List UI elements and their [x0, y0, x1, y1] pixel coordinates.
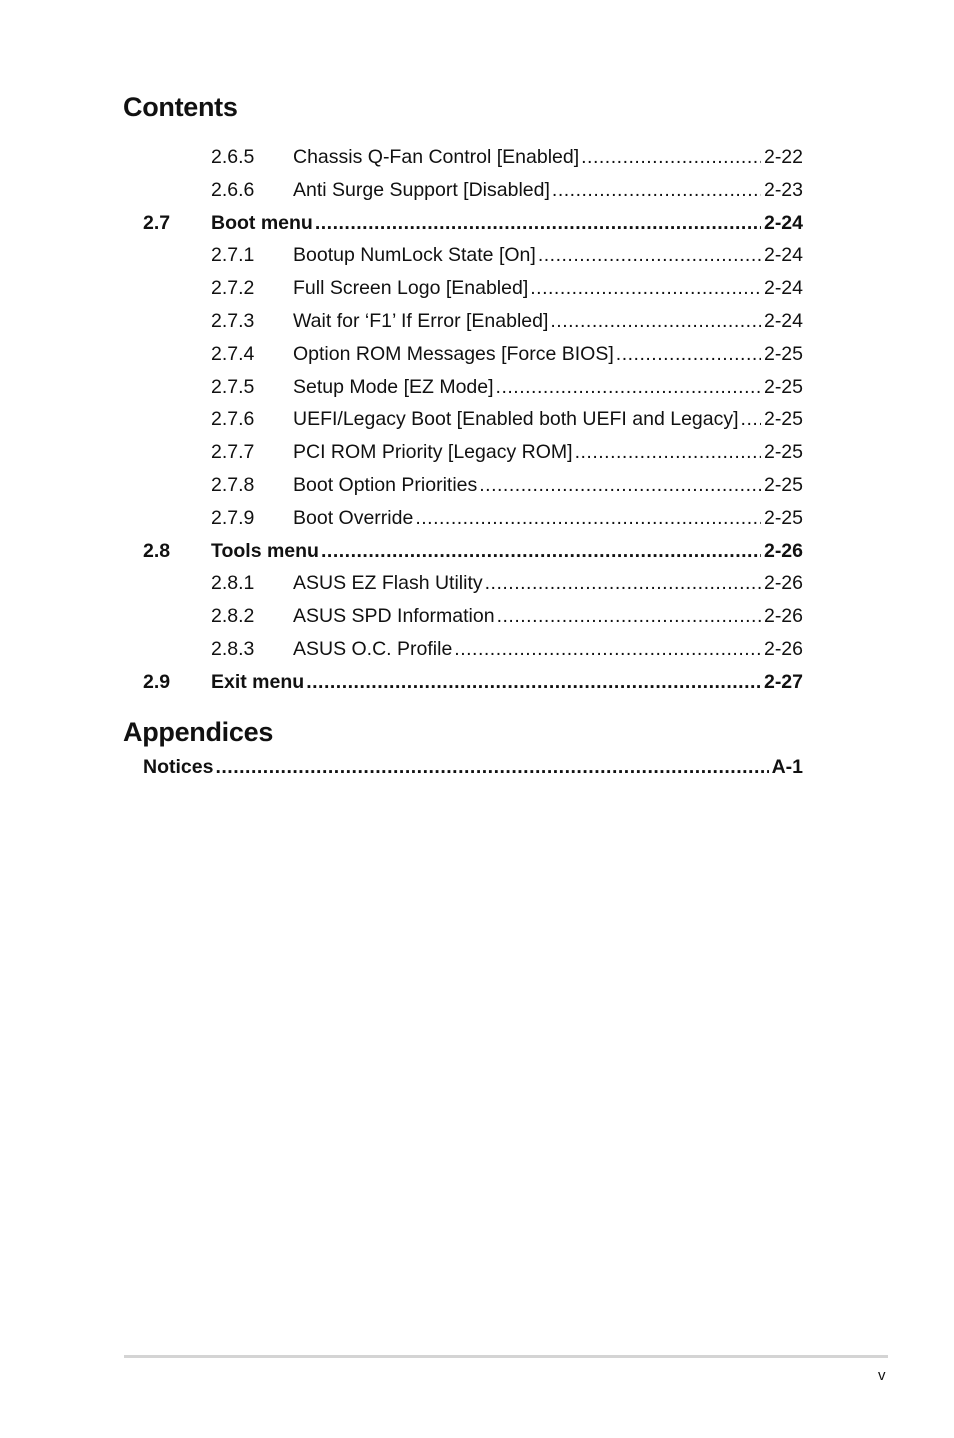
toc-entry-title: Boot menu: [211, 211, 313, 234]
dot-leader: [552, 174, 761, 207]
toc-entry-2-7-3[interactable]: [0, 305, 954, 338]
toc-entry-page: 2-25: [763, 441, 803, 464]
toc-entry-title: Boot Override: [293, 506, 414, 529]
toc-entry-title: ASUS O.C. Profile: [293, 637, 453, 660]
toc-entry-2-7-8[interactable]: [0, 469, 954, 502]
toc-entry-number: 2.7.6: [211, 408, 255, 431]
toc-entry-2-7-6[interactable]: [0, 403, 954, 436]
dot-leader: [741, 403, 761, 436]
toc-entry-2-7-9[interactable]: [0, 502, 954, 535]
dot-leader: [315, 207, 761, 240]
toc-entry-2-7-2[interactable]: [0, 272, 954, 305]
toc-entry-title: Tools menu: [211, 539, 319, 562]
appendices-heading: Appendices: [123, 717, 274, 747]
toc-entry-title: Setup Mode [EZ Mode]: [293, 375, 494, 398]
contents-heading: Contents: [123, 92, 238, 122]
page-number: v: [878, 1367, 886, 1384]
toc-entry-title: Notices: [143, 756, 214, 778]
toc-entry-title: Bootup NumLock State [On]: [293, 244, 536, 267]
toc-entry-page: 2-24: [763, 211, 803, 234]
toc-entry-page: 2-22: [763, 146, 803, 168]
toc-entry-title: PCI ROM Priority [Legacy ROM]: [293, 441, 573, 464]
toc-entry-number: 2.7.7: [211, 441, 255, 464]
toc-entry-title: Chassis Q-Fan Control [Enabled]: [293, 146, 580, 168]
dot-leader: [321, 535, 761, 568]
footer-divider: [124, 1355, 888, 1358]
dot-leader: [485, 567, 761, 600]
toc-entry-number: 2.7.9: [211, 506, 255, 529]
toc-section-2-7[interactable]: [0, 207, 954, 240]
toc-entry-page: 2-26: [763, 539, 803, 562]
dot-leader: [550, 305, 761, 338]
dot-leader: [454, 633, 761, 666]
toc-section-2-9[interactable]: [0, 666, 954, 699]
toc-entry-number: 2.7.4: [211, 342, 255, 365]
toc-entry-title: Anti Surge Support [Disabled]: [293, 178, 550, 201]
toc-entry-page: 2-25: [763, 375, 803, 398]
toc-entry-page: 2-23: [763, 178, 803, 201]
toc-entry-number: 2.9: [143, 670, 171, 693]
toc-entry-2-6-6[interactable]: [0, 174, 954, 207]
toc-entry-title: Full Screen Logo [Enabled]: [293, 277, 529, 300]
dot-leader: [497, 600, 761, 633]
toc-entry-page: 2-26: [763, 572, 803, 595]
toc-entry-number: 2.7: [143, 211, 171, 234]
toc-entry-2-7-1[interactable]: [0, 239, 954, 272]
toc-entry-title: ASUS EZ Flash Utility: [293, 572, 483, 595]
dot-leader: [496, 371, 761, 404]
toc-entry-title: Wait for ‘F1’ If Error [Enabled]: [293, 309, 549, 332]
contents-toc-list: [0, 141, 954, 699]
toc-entry-page: 2-26: [763, 605, 803, 628]
toc-entry-number: 2.7.5: [211, 375, 255, 398]
toc-entry-page: A-1: [771, 756, 803, 778]
dot-leader: [306, 666, 761, 699]
toc-entry-number: 2.8.2: [211, 605, 255, 628]
toc-entry-number: 2.8: [143, 539, 171, 562]
toc-entry-number: 2.7.1: [211, 244, 255, 267]
toc-entry-page: 2-27: [763, 670, 803, 693]
toc-entry-page: 2-25: [763, 342, 803, 365]
toc-entry-page: 2-25: [763, 506, 803, 529]
dot-leader: [530, 272, 761, 305]
toc-entry-2-7-7[interactable]: [0, 436, 954, 469]
toc-section-2-8[interactable]: [0, 535, 954, 568]
toc-entry-title: Exit menu: [211, 670, 305, 693]
toc-entry-title: ASUS SPD Information: [293, 605, 495, 628]
dot-leader: [538, 239, 761, 272]
dot-leader: [215, 751, 768, 784]
toc-entry-page: 2-25: [763, 473, 803, 496]
toc-entry-number: 2.7.3: [211, 309, 255, 332]
dot-leader: [415, 502, 761, 535]
toc-entry-2-6-5[interactable]: [0, 141, 954, 174]
toc-entry-number: 2.6.5: [211, 146, 255, 168]
toc-entry-number: 2.6.6: [211, 178, 255, 201]
toc-entry-notices[interactable]: [0, 751, 954, 784]
dot-leader: [575, 436, 761, 469]
toc-entry-2-7-5[interactable]: [0, 371, 954, 404]
toc-entry-2-8-3[interactable]: [0, 633, 954, 666]
dot-leader: [581, 141, 761, 174]
toc-entry-page: 2-24: [763, 277, 803, 300]
toc-entry-page: 2-24: [763, 309, 803, 332]
toc-entry-number: 2.8.3: [211, 637, 255, 660]
toc-entry-page: 2-25: [763, 408, 803, 431]
dot-leader: [616, 338, 761, 371]
toc-entry-page: 2-24: [763, 244, 803, 267]
toc-entry-title: Option ROM Messages [Force BIOS]: [293, 342, 614, 365]
toc-entry-number: 2.7.2: [211, 277, 255, 300]
toc-entry-2-8-2[interactable]: [0, 600, 954, 633]
appendices-toc-list: [0, 751, 954, 784]
toc-entry-page: 2-26: [763, 637, 803, 660]
dot-leader: [479, 469, 761, 502]
toc-entry-number: 2.7.8: [211, 473, 255, 496]
toc-entry-title: UEFI/Legacy Boot [Enabled both UEFI and Legacy]: [293, 408, 739, 431]
toc-entry-2-8-1[interactable]: [0, 567, 954, 600]
toc-entry-2-7-4[interactable]: [0, 338, 954, 371]
toc-entry-title: Boot Option Priorities: [293, 473, 478, 496]
toc-entry-number: 2.8.1: [211, 572, 255, 595]
